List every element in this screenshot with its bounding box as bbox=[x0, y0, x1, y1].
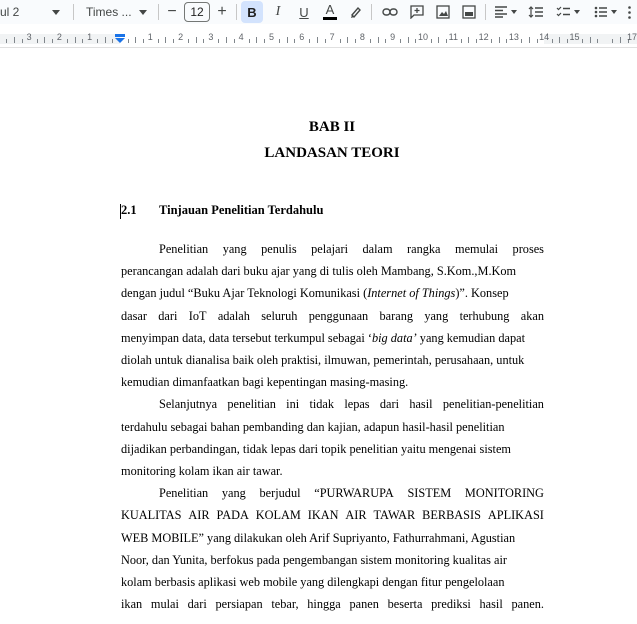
text-segment: AIR bbox=[345, 508, 367, 523]
bulleted-list-icon bbox=[594, 6, 608, 18]
text-segment: panen. bbox=[511, 597, 544, 612]
ruler-tick bbox=[234, 39, 235, 43]
chapter-title: LANDASAN TEORI bbox=[264, 145, 400, 161]
ruler-tick bbox=[294, 39, 295, 43]
text-line bbox=[159, 241, 544, 257]
ruler-number: 8 bbox=[359, 32, 365, 42]
align-button[interactable] bbox=[490, 1, 520, 23]
toolbar-divider bbox=[158, 4, 159, 20]
text-segment: persiapan bbox=[215, 597, 263, 612]
ruler-tick bbox=[400, 39, 401, 43]
highlighter-icon bbox=[349, 5, 363, 19]
text-line bbox=[121, 463, 544, 479]
text-line bbox=[121, 308, 544, 324]
ruler-tick bbox=[559, 37, 560, 43]
text-segment: terdahulu sebagai bahan pembanding dan kajian, adapun hasil-hasil penelitian bbox=[121, 419, 505, 434]
bold-icon: B bbox=[247, 4, 257, 20]
ruler-tick bbox=[97, 39, 98, 43]
ruler-tick bbox=[105, 37, 106, 43]
ruler-tick bbox=[340, 39, 341, 43]
ruler-number: 2 bbox=[178, 32, 184, 42]
ruler-number: 2 bbox=[56, 32, 62, 42]
text-line bbox=[121, 552, 544, 568]
section-number: 2.1 bbox=[121, 203, 137, 217]
text-segment: ini bbox=[286, 397, 300, 412]
ruler-number: 7 bbox=[329, 32, 335, 42]
ruler-tick bbox=[612, 39, 613, 43]
text-segment: yang bbox=[424, 308, 449, 323]
ruler-tick bbox=[552, 39, 553, 43]
text-segment: yang bbox=[222, 242, 247, 256]
ruler-tick bbox=[52, 39, 53, 43]
text-segment: dalam bbox=[362, 242, 393, 256]
text-segment: mulai bbox=[150, 597, 179, 612]
ruler-tick bbox=[203, 39, 204, 43]
highlight-color-button[interactable] bbox=[345, 1, 367, 23]
ruler-tick bbox=[6, 39, 7, 43]
ruler-tick bbox=[438, 37, 439, 43]
text-segment: Penelitian bbox=[159, 486, 209, 501]
checklist-icon bbox=[556, 6, 571, 18]
ruler-tick bbox=[173, 39, 174, 43]
ruler-tick bbox=[287, 37, 288, 43]
ruler-tick bbox=[378, 37, 379, 43]
checklist-button[interactable] bbox=[553, 1, 583, 23]
document-page[interactable] bbox=[0, 49, 637, 624]
align-left-icon bbox=[494, 6, 508, 18]
ruler-number: 12 bbox=[478, 32, 489, 42]
text-segment: lepas bbox=[344, 397, 370, 412]
text-segment: APLIKASI bbox=[487, 508, 544, 523]
ruler-tick bbox=[82, 39, 83, 43]
text-segment: barang bbox=[379, 308, 413, 323]
text-line bbox=[121, 285, 544, 301]
toolbar-divider bbox=[73, 4, 74, 20]
text-segment: tidak bbox=[309, 397, 335, 412]
text-segment: Noor, dan Yunita, berfokus pada pengembangan sistem monitoring kualitas air bbox=[121, 552, 507, 567]
ruler-number: 11 bbox=[448, 32, 458, 42]
text-segment: Selanjutnya bbox=[159, 397, 218, 412]
text-segment: hingga bbox=[307, 597, 341, 612]
italic-button[interactable] bbox=[267, 1, 289, 23]
text-segment: pelajari bbox=[311, 242, 348, 256]
ruler-number: 15 bbox=[569, 32, 580, 42]
ruler[interactable] bbox=[0, 30, 637, 48]
toolbar bbox=[0, 0, 637, 24]
text-segment: adalah bbox=[217, 308, 250, 323]
ruler-number: 9 bbox=[390, 32, 396, 42]
text-line bbox=[159, 396, 544, 412]
italic-icon: I bbox=[275, 4, 281, 19]
text-segment: )”. Konsep bbox=[455, 286, 509, 301]
text-segment: panen bbox=[349, 597, 379, 612]
text-segment: perancangan adalah dari buku ajar yang di tulis oleh Mambang, S.Kom.,M.Kom bbox=[121, 264, 517, 279]
text-segment: PADA bbox=[216, 508, 249, 523]
ruler-number: 3 bbox=[26, 32, 32, 42]
text-segment: diolah untuk dianalisa baik oleh praktisi, ilmuwan, pemerintah, perusahaan, untuk bbox=[121, 353, 525, 367]
ruler-tick bbox=[196, 37, 197, 43]
line-spacing-icon bbox=[528, 6, 544, 18]
text-segment: proses bbox=[512, 242, 544, 256]
text-segment: hasil bbox=[479, 597, 503, 612]
text-segment: AIR bbox=[188, 508, 210, 523]
paragraph-style-label: ul 2 bbox=[0, 5, 20, 19]
ruler-number: 6 bbox=[299, 32, 305, 42]
decrease-font-size-button[interactable] bbox=[161, 1, 183, 23]
text-segment: dari bbox=[187, 597, 207, 612]
ruler-tick bbox=[370, 39, 371, 43]
more-vert-icon bbox=[628, 6, 631, 19]
text-segment: seluruh bbox=[261, 308, 298, 323]
increase-font-size-button[interactable] bbox=[211, 1, 233, 23]
ruler-tick bbox=[506, 39, 507, 43]
chevron-down-icon bbox=[511, 10, 517, 14]
ruler-tick bbox=[521, 39, 522, 43]
font-family-dropdown[interactable] bbox=[80, 2, 154, 22]
text-segment: monitoring kolam ikan air tawar. bbox=[121, 464, 283, 478]
text-segment: tebar, bbox=[271, 597, 299, 612]
text-segment: IoT bbox=[188, 308, 207, 323]
text-segment: dasar bbox=[121, 308, 147, 323]
underline-icon: U bbox=[299, 4, 309, 20]
text-segment: IKAN bbox=[307, 508, 339, 523]
bulleted-list-button[interactable] bbox=[590, 1, 620, 23]
text-segment: dijadikan perbandingan, tidak lepas dari topik penelitian yaitu mengenai sistem bbox=[121, 441, 511, 456]
text-segment: dari bbox=[158, 308, 178, 323]
ruler-number: 13 bbox=[508, 32, 519, 42]
more-options-button[interactable] bbox=[622, 1, 637, 23]
ruler-tick bbox=[14, 37, 15, 43]
text-segment: MONITORING bbox=[464, 486, 544, 501]
ruler-tick bbox=[218, 39, 219, 43]
ruler-number: 17 bbox=[626, 32, 637, 42]
text-line bbox=[159, 485, 544, 501]
ruler-number: 5 bbox=[268, 32, 275, 42]
ruler-tick bbox=[415, 39, 416, 43]
ruler-tick bbox=[143, 39, 144, 43]
text-color-swatch bbox=[323, 17, 337, 20]
ruler-tick bbox=[468, 37, 469, 43]
text-line bbox=[121, 352, 544, 368]
insert-image-button[interactable] bbox=[432, 1, 454, 23]
text-segment: “PURWARUPA bbox=[314, 486, 394, 501]
text-segment: SISTEM bbox=[407, 486, 452, 501]
ruler-tick bbox=[491, 39, 492, 43]
toolbar-divider bbox=[485, 4, 486, 20]
insert-table-button[interactable] bbox=[458, 1, 480, 23]
ruler-tick bbox=[67, 39, 68, 43]
bold-button[interactable] bbox=[241, 1, 263, 23]
text-line bbox=[121, 507, 544, 523]
ruler-tick bbox=[37, 39, 38, 43]
ruler-tick bbox=[385, 39, 386, 43]
ruler-number: 1 bbox=[147, 32, 153, 42]
plus-icon: + bbox=[217, 3, 227, 20]
ruler-tick bbox=[226, 37, 227, 43]
chapter-number: BAB II bbox=[308, 119, 356, 135]
text-segment: penelitian-penelitian bbox=[442, 397, 544, 412]
ruler-tick bbox=[249, 39, 250, 43]
ruler-tick bbox=[499, 37, 500, 43]
text-segment: dari bbox=[379, 397, 400, 412]
text-segment: BERBASIS bbox=[422, 508, 481, 523]
ruler-tick bbox=[431, 39, 432, 43]
ruler-tick bbox=[188, 39, 189, 43]
text-line bbox=[121, 441, 544, 457]
section-heading bbox=[121, 203, 323, 218]
ruler-tick bbox=[165, 37, 166, 43]
text-segment: ikan bbox=[121, 597, 143, 612]
underline-button[interactable] bbox=[293, 1, 315, 23]
text-segment: rangka bbox=[407, 242, 441, 256]
text-segment: Penelitian bbox=[159, 242, 209, 256]
text-segment: kemudian dimanfaatkan bagi kepentingan masing-masing. bbox=[121, 375, 409, 390]
ruler-tick bbox=[590, 37, 591, 43]
ruler-tick bbox=[44, 37, 45, 43]
ruler-tick bbox=[529, 37, 530, 43]
ruler-tick bbox=[537, 39, 538, 43]
ruler-tick bbox=[256, 37, 257, 43]
toolbar-divider bbox=[371, 4, 372, 20]
font-family-label: Times ... bbox=[86, 5, 132, 19]
text-segment: prediksi bbox=[431, 597, 471, 612]
text-line bbox=[121, 263, 544, 279]
text-segment: dengan judul “Buku Ajar Teknologi Komunikasi ( bbox=[121, 286, 368, 301]
chevron-down-icon bbox=[139, 10, 147, 15]
text-segment: akan bbox=[520, 308, 544, 323]
ruler-tick bbox=[461, 39, 462, 43]
text-segment: memulai bbox=[455, 242, 499, 256]
text-line bbox=[121, 419, 544, 435]
ruler-tick bbox=[408, 37, 409, 43]
text-segment: penelitian bbox=[227, 397, 276, 412]
text-segment: penggunaan bbox=[308, 308, 369, 323]
text-segment: penulis bbox=[261, 242, 297, 256]
text-segment: KUALITAS bbox=[121, 508, 182, 523]
text-segment: berjudul bbox=[259, 486, 301, 501]
indent-marker-icon[interactable] bbox=[114, 34, 126, 44]
ruler-tick bbox=[264, 39, 265, 43]
paragraph-style-dropdown[interactable] bbox=[0, 2, 72, 22]
ruler-tick bbox=[597, 39, 598, 43]
ruler-number: 10 bbox=[417, 32, 429, 42]
ruler-tick bbox=[309, 39, 310, 43]
ruler-tick bbox=[620, 37, 621, 43]
ruler-tick bbox=[446, 39, 447, 43]
text-segment: beserta bbox=[387, 597, 423, 612]
text-segment: terhubung bbox=[459, 308, 510, 323]
text-line bbox=[121, 530, 544, 546]
text-segment: yang bbox=[221, 486, 246, 501]
text-segment: TAWAR bbox=[373, 508, 416, 523]
ruler-tick bbox=[317, 37, 318, 43]
ruler-number: 1 bbox=[87, 32, 93, 42]
image-icon bbox=[436, 5, 450, 19]
font-size-input[interactable]: 12 bbox=[184, 2, 210, 22]
section-title: Tinjauan Penelitian Terdahulu bbox=[159, 203, 324, 217]
text-line bbox=[121, 574, 544, 590]
square-icon bbox=[462, 5, 476, 19]
minus-icon: − bbox=[167, 3, 177, 20]
text-color-icon: A bbox=[325, 2, 335, 17]
ruler-tick bbox=[355, 39, 356, 43]
text-segment: menyimpan data, data tersebut terkumpul sebagai ‘ bbox=[121, 330, 372, 345]
text-segment: hasil bbox=[409, 397, 433, 412]
text-segment: big data’ bbox=[371, 330, 417, 345]
chevron-down-icon bbox=[52, 10, 60, 15]
ruler-tick bbox=[158, 39, 159, 43]
line-spacing-button[interactable] bbox=[525, 1, 547, 23]
ruler-number: 4 bbox=[238, 32, 244, 42]
ruler-tick bbox=[128, 39, 129, 43]
comment-plus-icon bbox=[410, 5, 424, 19]
text-segment: kolam berbasis aplikasi web mobile yang dilengkapi dengan fitur pengelolaan bbox=[121, 575, 505, 589]
text-segment: WEB MOBILE” yang dilakukan oleh Arif Supriyanto, Fathurrahmani, Agustian bbox=[121, 530, 516, 545]
chevron-down-icon bbox=[574, 10, 580, 14]
insert-link-button[interactable] bbox=[379, 1, 401, 23]
chevron-down-icon bbox=[611, 10, 617, 14]
ruler-number: 14 bbox=[539, 32, 550, 42]
ruler-tick bbox=[22, 39, 23, 43]
ruler-tick bbox=[347, 37, 348, 43]
text-line bbox=[121, 374, 544, 390]
link-icon bbox=[382, 7, 398, 17]
ruler-tick bbox=[135, 37, 136, 43]
ruler-tick bbox=[279, 39, 280, 43]
add-comment-button[interactable] bbox=[406, 1, 428, 23]
ruler-tick bbox=[75, 37, 76, 43]
text-line bbox=[121, 330, 544, 346]
ruler-tick bbox=[582, 39, 583, 43]
text-segment: yang kemudian dapat bbox=[416, 330, 525, 345]
toolbar-divider bbox=[236, 4, 237, 20]
text-segment: Internet of Things bbox=[367, 286, 456, 301]
text-line bbox=[121, 596, 544, 612]
ruler-tick bbox=[476, 39, 477, 43]
text-segment: KOLAM bbox=[255, 508, 301, 523]
ruler-number: 3 bbox=[208, 32, 214, 42]
text-color-button[interactable] bbox=[319, 1, 341, 23]
ruler-tick bbox=[567, 39, 568, 43]
ruler-tick bbox=[325, 39, 326, 43]
